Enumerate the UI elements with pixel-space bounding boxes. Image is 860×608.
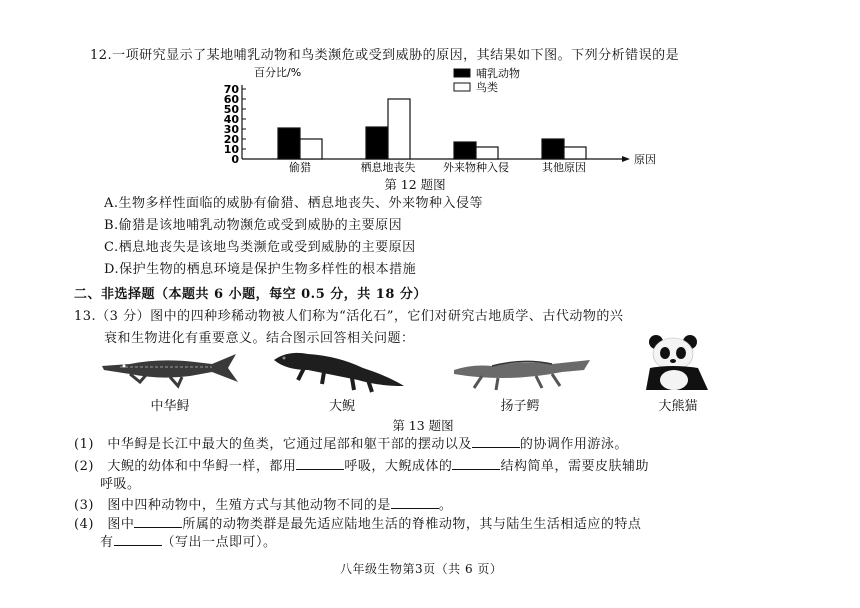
x-tick-label-0: 偷猎 xyxy=(289,161,311,174)
q13-sub2-continued: 呼吸。 xyxy=(100,477,141,492)
q13-sub4-continued xyxy=(100,531,277,550)
q13-sub4-text-b: 所属的动物类群是最先适应陆地生活的脊椎动物，其与陆生生活相适应的特点 xyxy=(182,517,642,532)
y-tick-label-20: 20 xyxy=(223,133,239,146)
animal-label-panda: 大熊猫 xyxy=(658,399,698,414)
q13-sub4-text-c: 有 xyxy=(100,535,114,550)
q13-sub2-text-a: (2) 大鲵的幼体和中华鲟一样，都用 xyxy=(74,459,297,474)
q13-sub1 xyxy=(74,433,628,452)
legend-label-0: 哺乳动物 xyxy=(476,67,520,80)
x-axis-label: 原因 xyxy=(634,153,656,166)
q13-sub2-text-c: 结构简单，需要皮肤辅助 xyxy=(500,459,649,474)
q13-sub3-blank[interactable] xyxy=(391,496,439,509)
x-tick-label-1: 栖息地丧失 xyxy=(360,161,416,174)
y-tick-label-0: 0 xyxy=(231,153,239,166)
bar-bird-0 xyxy=(300,139,322,159)
q13-sub2-text-b: 呼吸，大鲵成体的 xyxy=(344,459,453,474)
q13-stem-line2: 衰和生物进化有重要意义。结合图示回答相关问题： xyxy=(104,331,415,346)
q13-figure-caption: 第 13 题图 xyxy=(392,418,454,433)
section2-title: 二、非选择题（本题共 6 小题，每空 0.5 分，共 18 分） xyxy=(74,287,427,302)
q13-sub4 xyxy=(74,513,641,532)
animal-label-alligator: 扬子鳄 xyxy=(500,399,540,414)
q12-option-a: A.生物多样性面临的威胁有偷猎、栖息地丧失、外来物种入侵等 xyxy=(104,196,484,211)
y-tick-label-40: 40 xyxy=(223,113,239,126)
q13-sub3-text-a: (3) 图中四种动物中，生殖方式与其他动物不同的是 xyxy=(74,498,391,513)
y-tick-label-60: 60 xyxy=(223,93,239,106)
q13-sub2-blank-2[interactable] xyxy=(452,457,500,470)
bar-bird-1 xyxy=(388,99,410,159)
x-tick-label-3: 其他原因 xyxy=(542,161,586,174)
y-tick-label-70: 70 xyxy=(223,83,239,96)
y-axis-label: 百分比/% xyxy=(254,66,302,79)
bar-mammal-0 xyxy=(278,128,300,159)
q13-stem-line1: 13.（3 分）图中的四种珍稀动物被人们称为“活化石”，它们对研究古地质学、古代动物的兴 xyxy=(74,309,624,324)
q12-figure-caption: 第 12 题图 xyxy=(384,177,446,192)
q13-sub1-text-a: (1) 中华鲟是长江中最大的鱼类，它通过尾部和躯干部的摆动以及 xyxy=(74,437,472,452)
bar-mammal-3 xyxy=(542,139,564,159)
q12-stem: 12.一项研究显示了某地哺乳动物和鸟类濒危或受到威胁的原因，其结果如下图。下列分析错误的是 xyxy=(90,48,680,63)
q13-sub2 xyxy=(74,455,649,474)
q13-sub4-text-d: （写出一点即可）。 xyxy=(161,535,277,550)
giant-panda-image xyxy=(642,334,714,390)
y-tick-label-50: 50 xyxy=(223,103,239,116)
q13-sub4-text-a: (4) 图中 xyxy=(74,517,135,532)
animal-label-salamander: 大鲵 xyxy=(328,399,355,414)
bar-mammal-2 xyxy=(454,142,476,159)
q12-option-c: C.栖息地丧失是该地鸟类濒危或受到威胁的主要原因 xyxy=(104,240,416,255)
y-tick-label-10: 10 xyxy=(223,143,239,156)
q13-sub2-blank-1[interactable] xyxy=(296,457,344,470)
bar-mammal-1 xyxy=(366,127,388,159)
q13-sub3-text-b: 。 xyxy=(438,498,453,513)
q13-sub4-blank-1[interactable] xyxy=(134,515,182,528)
y-tick-label-30: 30 xyxy=(223,123,239,136)
bar-bird-2 xyxy=(476,147,498,159)
q13-sub1-blank[interactable] xyxy=(472,435,520,448)
bar-bird-3 xyxy=(564,147,586,159)
legend-swatch-1 xyxy=(454,83,470,91)
page-footer: 八年级生物第3页（共 6 页） xyxy=(340,562,503,576)
alligator-image xyxy=(452,350,592,392)
legend-label-1: 鸟类 xyxy=(476,81,498,94)
q12-bar-chart xyxy=(222,64,662,174)
animal-label-sturgeon: 中华鲟 xyxy=(150,399,190,414)
q12-option-b: B.偷猎是该地哺乳动物濒危或受到威胁的主要原因 xyxy=(104,218,403,233)
x-axis-arrow xyxy=(622,156,630,162)
q13-sub1-text-b: 的协调作用游泳。 xyxy=(519,437,628,452)
q13-sub3 xyxy=(74,494,452,513)
q13-sub4-blank-2[interactable] xyxy=(114,533,162,546)
x-tick-label-2: 外来物种入侵 xyxy=(443,161,509,174)
sturgeon-image xyxy=(100,350,240,390)
legend-swatch-0 xyxy=(454,69,470,77)
q12-option-d: D.保护生物的栖息环境是保护生物多样性的根本措施 xyxy=(104,262,417,277)
giant-salamander-image xyxy=(268,346,408,394)
